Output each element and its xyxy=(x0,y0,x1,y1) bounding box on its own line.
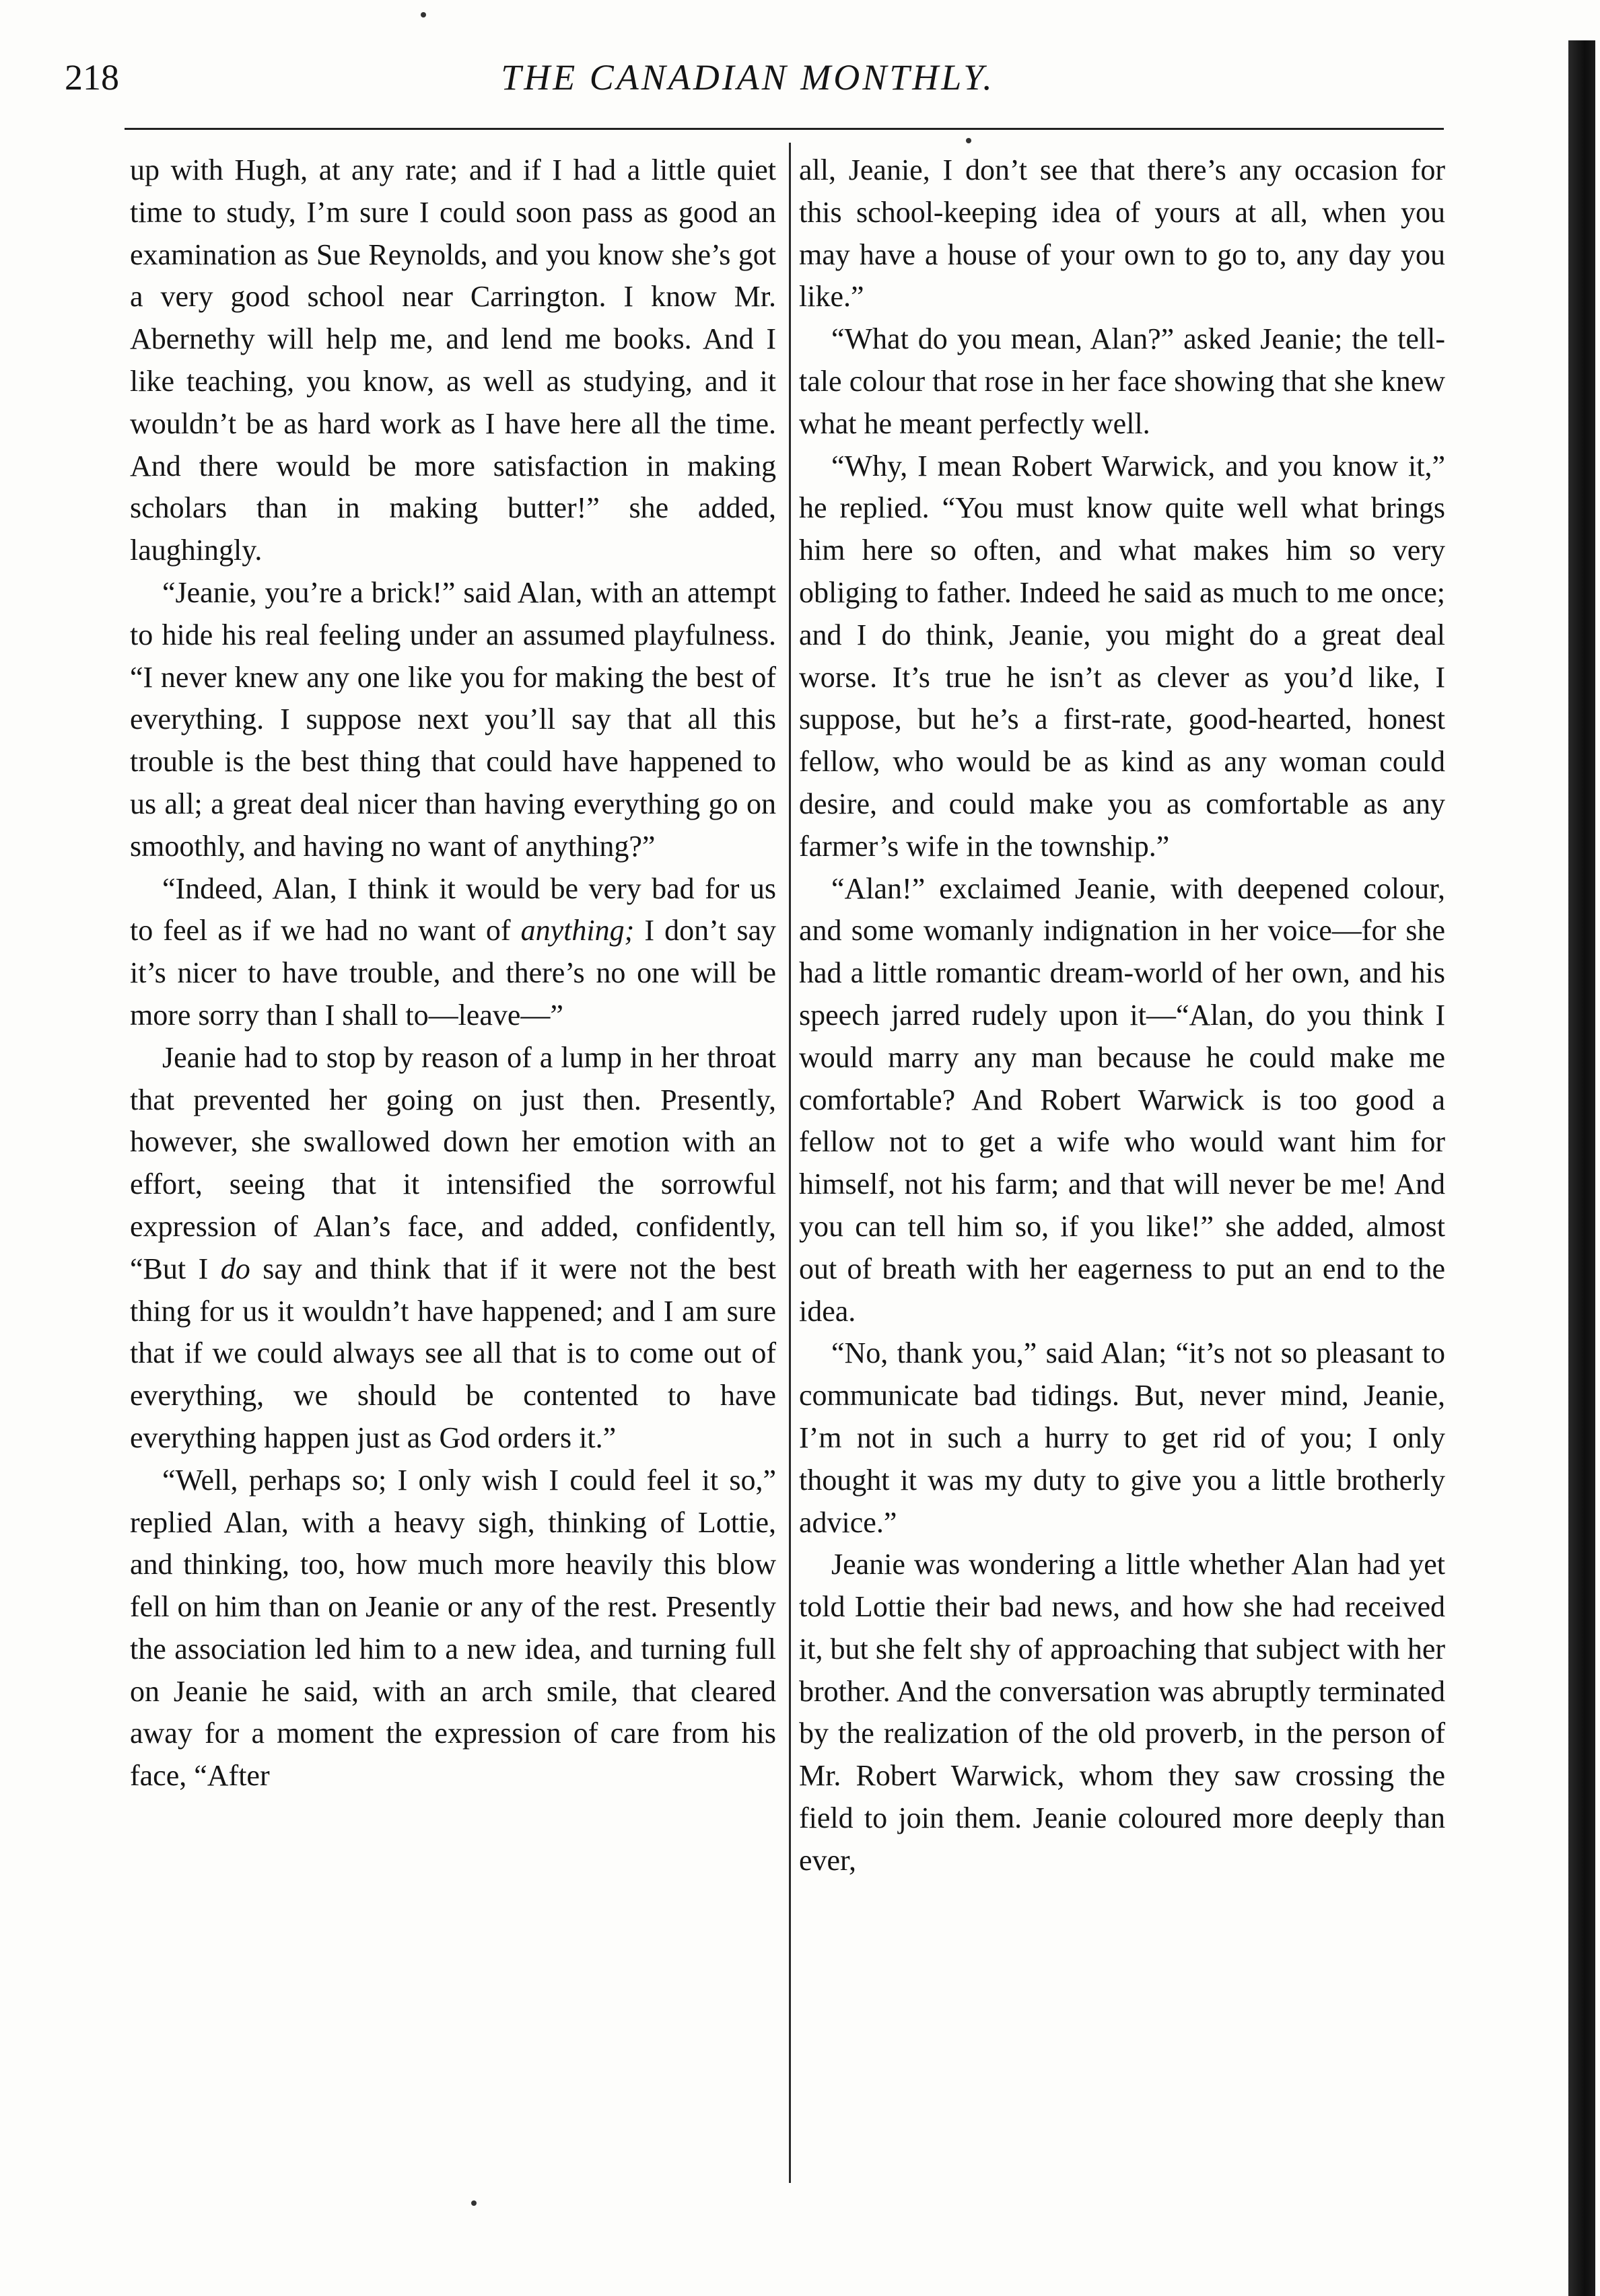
emphasis: do xyxy=(220,1252,250,1285)
page-number: 218 xyxy=(65,57,119,98)
text-run: Jeanie had to stop by reason of a lump in her throat that prevented her going on just then. Presently, however, she swallowed down her emotion with an effort, seeing that it intensified the sorrowful expression of Alan’s face, and added, confidently, “But I xyxy=(130,1040,776,1285)
text-run: I don’t say it’s nicer to have trouble, and there’s no one will be more sorry than I shall to—leave—” xyxy=(130,914,776,1032)
paragraph: “Jeanie, you’re a brick!” said Alan, with an attempt to hide his real feeling under an assumed playfulness. “I never knew any one like you for making the best of everything. I suppose next you’ll say that all this trouble is the best thing that could have happened to us all; a great deal nicer than having everything go on smoothly, and having no want of anything?” xyxy=(130,575,776,863)
emphasis: anything; xyxy=(520,914,635,947)
paragraph: Jeanie was wondering a little whether Alan had yet told Lottie their bad news, and how she had received it, but she felt shy of approaching that subject with her brother. And the conversation was abruptly terminated by the realization of the old proverb, in the person of Mr. Robert Warwick, whom they saw crossing the field to join them. Jeanie coloured more deeply than ever, xyxy=(799,1548,1445,1877)
column-divider xyxy=(789,143,791,2183)
paragraph: “No, thank you,” said Alan; “it’s not so pleasant to communicate bad tidings. But, never mind, Jeanie, I’m not in such a hurry to get rid of you; I only thought it was my duty to give you a little brotherly advice.” xyxy=(799,1336,1445,1539)
paragraph xyxy=(130,1037,776,1460)
running-title: THE CANADIAN MONTHLY. xyxy=(501,57,995,98)
paragraph: “Well, perhaps so; I only wish I could feel it so,” replied Alan, with a heavy sigh, thinking of Lottie, and thinking, too, how much more heavily this blow fell on him than on Jeanie or any of the rest. Presently the association led him to a new idea, and turning full on Jeanie he said, with an arch smile, that cleared away for a moment the expression of care from his face, “After xyxy=(130,1463,776,1793)
text-run: “Indeed, Alan, I think it would be very bad for us to feel as if we had no want of xyxy=(130,871,776,947)
paragraph xyxy=(130,868,776,1037)
scan-speck xyxy=(966,138,971,143)
paragraph: “What do you mean, Alan?” asked Jeanie; the tell-tale colour that rose in her face showing that she knew what he meant perfectly well. xyxy=(799,322,1445,440)
left-column xyxy=(130,149,776,1797)
header-rule xyxy=(125,128,1444,130)
right-column xyxy=(799,149,1445,1882)
scan-speck xyxy=(471,2200,477,2206)
page-header xyxy=(65,54,1431,108)
text-run: say and think that if it were not the best thing for us it wouldn’t have happened; and I am sure that if we could always see all that is to come out of everything, we should be contented to have everything happen just as God orders it.” xyxy=(130,1252,776,1454)
paragraph: all, Jeanie, I don’t see that there’s any occasion for this school-keeping idea of yours at all, when you may have a house of your own to go to, any day you like.” xyxy=(799,153,1445,314)
paragraph: up with Hugh, at any rate; and if I had a little quiet time to study, I’m sure I could soon pass as good an examination as Sue Reynolds, and you know she’s got a very good school near Carrington. I know Mr. Abernethy will help me, and lend me books. And I like teaching, you know, as well as studying, and it wouldn’t be as hard work as I have here all the time. And there would be more satisfaction in making scholars than in making butter!” she added, laughingly. xyxy=(130,153,776,567)
page-binding-edge xyxy=(1568,40,1595,2296)
paragraph: “Alan!” exclaimed Jeanie, with deepened colour, and some womanly indignation in her voice—for she had a little romantic dream-world of her own, and his speech jarred rudely upon it—“Alan, do you think I would marry any man because he could make me comfortable? And Robert Warwick is too good a fellow not to get a wife who would want him for himself, not his farm; and that will never be me! And you can tell him so, if you like!” she added, almost out of breath with her eagerness to put an end to the idea. xyxy=(799,871,1445,1328)
scan-speck xyxy=(421,12,426,17)
paragraph: “Why, I mean Robert Warwick, and you know it,” he replied. “You must know quite well what brings him here so often, and what makes him so very obliging to father. Indeed he said as much to me once; and I do think, Jeanie, you might do a great deal worse. It’s true he isn’t as clever as you’d like, I suppose, but he’s a first-rate, good-hearted, honest fellow, who would be as kind as any woman could desire, and could make you as comfortable as any farmer’s wife in the township.” xyxy=(799,449,1445,863)
